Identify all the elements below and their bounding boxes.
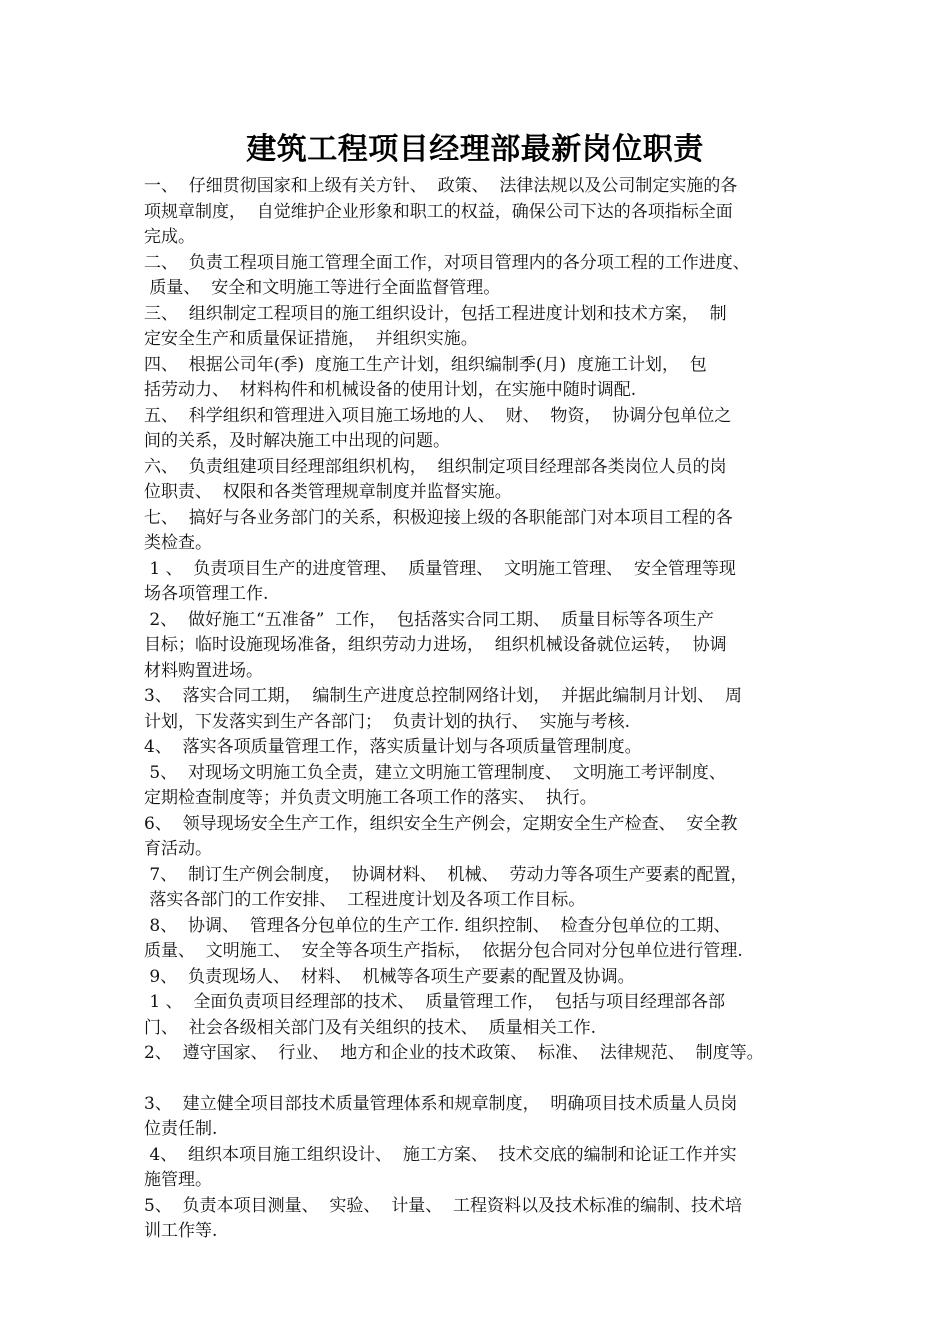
paragraph-line: 5、 对现场文明施工负全责，建立文明施工管理制度、 文明施工考评制度、 (144, 762, 726, 783)
paragraph-line: 四、 根据公司年(季) 度施工生产计划，组织编制季(月) 度施工计划， 包 (144, 354, 707, 375)
paragraph-line: 计划，下发落实到生产各部门； 负责计划的执行、 实施与考核. (144, 711, 631, 732)
paragraph (144, 1143, 834, 1194)
paragraph-line: 4、 落实各项质量管理工作，落实质量计划与各项质量管理制度。 (144, 737, 642, 757)
paragraph-line: 二、 负责工程项目施工管理全面工作，对项目管理内的各分项工程的工作进度、 (144, 252, 750, 273)
paragraph-line: 七、 搞好与各业务部门的关系，积极迎接上级的各职能部门对本项目工程的各 (144, 507, 733, 528)
paragraph-line: 落实各部门的工作安排、 工程进度计划及各项工作目标。 (144, 890, 586, 910)
paragraph-line: 7、 制订生产例会制度， 协调材料、 机械、 劳动力等各项生产要素的配置， (144, 864, 748, 885)
paragraph-line: 质量、 安全和文明施工等进行全面监督管理。 (144, 278, 501, 298)
paragraph-line: 定期检查制度等；并负责文明施工各项工作的落实、 执行。 (144, 788, 597, 808)
paragraph-line: 施管理。 (144, 1170, 212, 1190)
paragraph-line: 2、 遵守国家、 行业、 地方和企业的技术政策、 标准、 法律规范、 制度等。 (144, 1043, 764, 1063)
paragraph-line: 4、 组织本项目施工组织设计、 施工方案、 技术交底的编制和论证工作并实 (144, 1144, 737, 1165)
paragraph-line: 位责任制. (144, 1119, 218, 1139)
paragraph-line: 3、 落实合同工期， 编制生产进度总控制网络计划， 并据此编制月计划、 周 (144, 686, 743, 706)
paragraph-line: 质量、 文明施工、 安全等各项生产指标， 依据分包合同对分包单位进行管理. (144, 941, 743, 961)
paragraph (144, 914, 834, 965)
paragraph (144, 1092, 834, 1143)
paragraph (144, 353, 834, 404)
paragraph (144, 990, 834, 1041)
paragraph-line: 目标；临时设施现场准备，组织劳动力进场， 组织机械设备就位运转， 协调 (144, 635, 727, 655)
paragraph-line: 三、 组织制定工程项目的施工组织设计，包括工程进度计划和技术方案， 制 (144, 303, 727, 324)
paragraph-line: 位职责、 权限和各类管理规章制度并监督实施。 (144, 482, 512, 502)
paragraph-line: 1 、 负责项目生产的进度管理、 质量管理、 文明施工管理、 安全管理等现 (144, 558, 736, 579)
paragraph-line: 5、 负责本项目测量、 实验、 计量、 工程资料以及技术标准的编制、技术培 (144, 1195, 743, 1216)
paragraph (144, 455, 834, 506)
paragraph (144, 302, 834, 353)
paragraph-line: 6、 领导现场安全生产工作，组织安全生产例会，定期安全生产检查、 安全教 (144, 813, 738, 834)
paragraph-line: 门、 社会各级相关部门及有关组织的技术、 质量相关工作. (144, 1017, 597, 1038)
paragraph (144, 965, 834, 991)
paragraph (144, 557, 834, 608)
paragraph-line: 场各项管理工作. (144, 584, 269, 604)
paragraph (144, 863, 834, 914)
paragraph-line: 一、 仔细贯彻国家和上级有关方针、 政策、 法律法规以及公司制定实施的各 (144, 176, 738, 196)
paragraph (144, 1194, 834, 1245)
paragraph (144, 506, 834, 557)
document-body (144, 174, 834, 1245)
paragraph-line: 五、 科学组织和管理进入项目施工场地的人、 财、 物资， 协调分包单位之 (144, 405, 732, 426)
paragraph (144, 251, 834, 302)
paragraph (144, 1041, 834, 1067)
paragraph-line: 3、 建立健全项目部技术质量管理体系和规章制度， 明确项目技术质量人员岗 (144, 1093, 738, 1114)
paragraph (144, 608, 834, 685)
paragraph-line: 定安全生产和质量保证措施， 并组织实施。 (144, 329, 478, 349)
paragraph (144, 735, 834, 761)
paragraph-line: 训工作等. (144, 1221, 218, 1241)
paragraph (144, 812, 834, 863)
paragraph-line: 完成。 (144, 227, 195, 247)
document-title: 建筑工程项目经理部最新岗位职责 (246, 132, 704, 167)
paragraph-line: 间的关系，及时解决施工中出现的问题。 (144, 431, 450, 451)
paragraph-line: 8、 协调、 管理各分包单位的生产工作. 组织控制、 检查分包单位的工期、 (144, 915, 731, 936)
paragraph-line: 2、 做好施工“五准备” 工作， 包括落实合同工期、 质量目标等各项生产 (144, 609, 714, 630)
paragraph-line: 育活动。 (144, 839, 212, 859)
paragraph (144, 684, 834, 735)
paragraph-line: 材料购置进场。 (144, 660, 263, 681)
paragraph (144, 404, 834, 455)
paragraph-line: 六、 负责组建项目经理部组织机构， 组织制定项目经理部各类岗位人员的岗 (144, 456, 727, 477)
paragraph (144, 761, 834, 812)
paragraph-line: 1 、 全面负责项目经理部的技术、 质量管理工作， 包括与项目经理部各部 (144, 992, 726, 1012)
paragraph (144, 174, 834, 251)
paragraph-line: 9、 负责现场人、 材料、 机械等各项生产要素的配置及协调。 (144, 966, 635, 987)
paragraph-line: 项规章制度， 自觉维护企业形象和职工的权益，确保公司下达的各项指标全面 (144, 201, 733, 222)
paragraph-line: 类检查。 (144, 533, 212, 553)
paragraph-line: 括劳动力、 材料构件和机械设备的使用计划，在实施中随时调配. (144, 380, 637, 400)
blank-line (144, 1067, 834, 1092)
